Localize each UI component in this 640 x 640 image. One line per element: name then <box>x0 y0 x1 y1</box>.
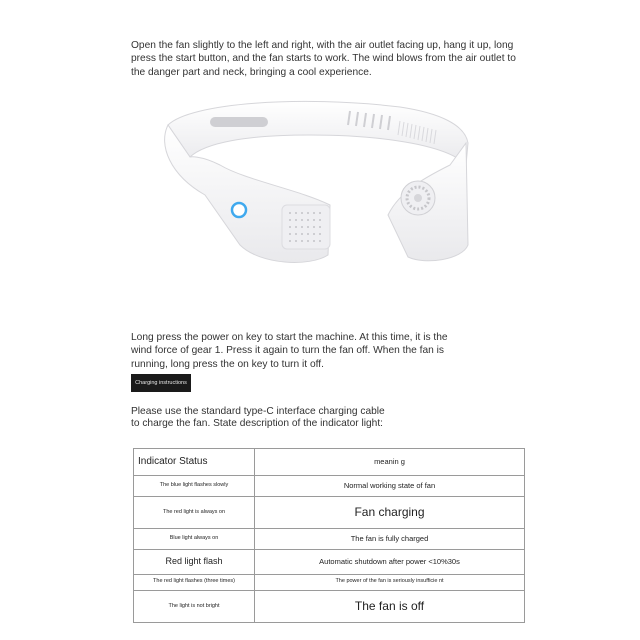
table-row <box>134 550 525 575</box>
status-cell: The blue light flashes slowly <box>134 476 255 497</box>
header-status: Indicator Status <box>134 449 255 476</box>
intro-paragraph: Open the fan slightly to the left and right, with the air outlet facing up, hang it up, long press the start button, and the fan starts to work. The wind blows from the air outlet to the danger part and neck, bringing a cool experience. <box>131 40 516 78</box>
table-row <box>134 590 525 622</box>
table-header-row <box>134 449 525 476</box>
charging-paragraph: Please use the standard type-C interface charging cable to charge the fan. State description of the indicator light: <box>131 406 385 429</box>
status-cell: The red light is always on <box>134 497 255 529</box>
power-indicator-icon <box>232 203 246 217</box>
meaning-cell: The fan is off <box>255 590 525 622</box>
indicator-table <box>133 448 525 623</box>
meaning-cell: Normal working state of fan <box>255 476 525 497</box>
power-paragraph: Long press the power on key to start the machine. At this time, it is the wind force of gear 1. Press it again to turn the fan off. When the fan is running, long press the on key to turn it off. <box>131 332 448 370</box>
meaning-cell: The power of the fan is seriously insufficie nt <box>255 574 525 590</box>
neck-fan-product-image <box>150 95 480 285</box>
status-cell: Blue light always on <box>134 529 255 550</box>
side-vent <box>210 117 268 127</box>
meaning-cell: Fan charging <box>255 497 525 529</box>
charging-instructions-label: Charging instructions <box>131 374 191 392</box>
table-row <box>134 574 525 590</box>
table-row <box>134 497 525 529</box>
fan-grille-icon <box>401 181 435 215</box>
meaning-cell: Automatic shutdown after power <10%30s <box>255 550 525 575</box>
table-row <box>134 476 525 497</box>
status-cell: The light is not bright <box>134 590 255 622</box>
header-meaning: meanin g <box>255 449 525 476</box>
table-row <box>134 529 525 550</box>
meaning-cell: The fan is fully charged <box>255 529 525 550</box>
status-cell: The red light flashes (three times) <box>134 574 255 590</box>
status-cell: Red light flash <box>134 550 255 575</box>
